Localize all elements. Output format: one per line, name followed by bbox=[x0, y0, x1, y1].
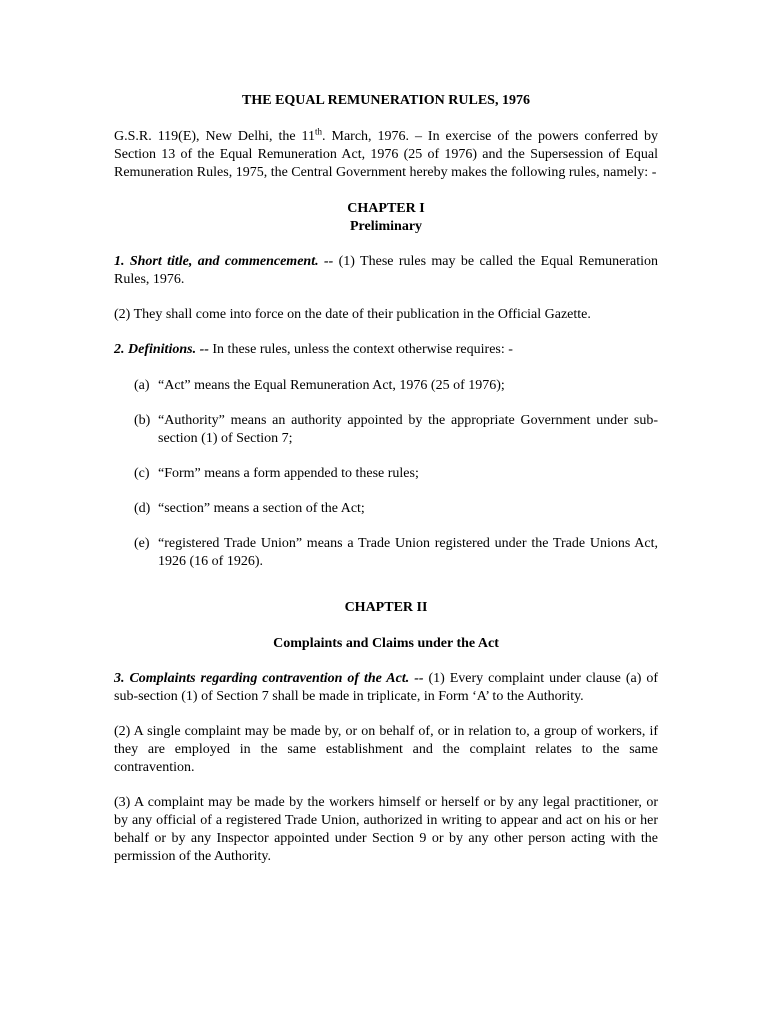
rule-3-subrule-3: (3) A complaint may be made by the workers himself or herself or by any legal practitioner, or by any official of a registered Trade Union, authorized in writing to appear and act on his or her behalf or by any Inspector appointed under Section 9 or by any other person acting with the permission of the Authority. bbox=[114, 795, 658, 864]
definition-text: “Authority” means an authority appointed by the appropriate Government under sub-section (1) of Section 7; bbox=[158, 413, 658, 446]
document-page bbox=[114, 92, 658, 866]
rule-2-paragraph bbox=[114, 341, 658, 359]
rule-3-subrule-2: (2) A single complaint may be made by, or on behalf of, or in relation to, a group of workers, if they are employed in the same establishment and the complaint relates to the same contravention. bbox=[114, 724, 658, 775]
definition-marker: (b) bbox=[134, 413, 151, 428]
definition-item bbox=[134, 535, 658, 571]
intro-paragraph bbox=[114, 128, 658, 182]
definition-text: “registered Trade Union” means a Trade Union registered under the Trade Unions Act, 1926 (16 of 1926). bbox=[158, 536, 658, 569]
definition-item bbox=[134, 412, 658, 448]
rule-3-heading: 3. Complaints regarding contravention of the Act. -- bbox=[114, 671, 424, 686]
intro-text-a: G.S.R. 119(E), New Delhi, the 11 bbox=[114, 129, 316, 144]
rule-2-body: In these rules, unless the context otherwise requires: - bbox=[208, 342, 513, 357]
definition-marker: (e) bbox=[134, 536, 150, 551]
intro-superscript: th bbox=[315, 126, 323, 137]
rule-1-body: (1) These rules may be called the Equal Remuneration Rules, 1976. bbox=[114, 254, 658, 287]
intro-text-b: . March, 1976. – In exercise of the powers conferred by Section 13 of the Equal Remuneration Act, 1976 (25 of 1976) and the Supersession of Equal Remuneration Rules, 1975, the Central Government hereby makes the following rules, namely: - bbox=[114, 129, 658, 180]
rule-1-subrule-2: (2) They shall come into force on the date of their publication in the Official Gazette. bbox=[114, 307, 591, 322]
definition-item bbox=[134, 465, 658, 483]
rule-3-body: (1) Every complaint under clause (a) of sub-section (1) of Section 7 shall be made in triplicate, in Form ‘A’ to the Authority. bbox=[114, 671, 658, 704]
definition-marker: (d) bbox=[134, 501, 151, 516]
definitions-list bbox=[114, 377, 658, 571]
rule-1-heading: 1. Short title, and commencement. -- bbox=[114, 254, 334, 269]
rule-3-paragraph bbox=[114, 670, 658, 706]
chapter-2-number: CHAPTER II bbox=[344, 600, 428, 615]
definition-marker: (c) bbox=[134, 466, 150, 481]
rule-1-paragraph bbox=[114, 253, 658, 289]
definition-text: “Act” means the Equal Remuneration Act, 1976 (25 of 1976); bbox=[158, 378, 505, 393]
definition-text: “section” means a section of the Act; bbox=[158, 501, 365, 516]
chapter-2-name: Complaints and Claims under the Act bbox=[273, 636, 499, 651]
definition-text: “Form” means a form appended to these rules; bbox=[158, 466, 419, 481]
document-title: THE EQUAL REMUNERATION RULES, 1976 bbox=[242, 93, 530, 108]
chapter-1-number: CHAPTER I bbox=[347, 201, 425, 216]
chapter-1-name: Preliminary bbox=[349, 219, 423, 234]
definition-marker: (a) bbox=[134, 378, 150, 393]
rule-2-heading: 2. Definitions. -- bbox=[114, 342, 209, 357]
definition-item bbox=[134, 377, 658, 395]
definition-item bbox=[134, 500, 658, 518]
chapter-1-heading bbox=[114, 200, 658, 236]
